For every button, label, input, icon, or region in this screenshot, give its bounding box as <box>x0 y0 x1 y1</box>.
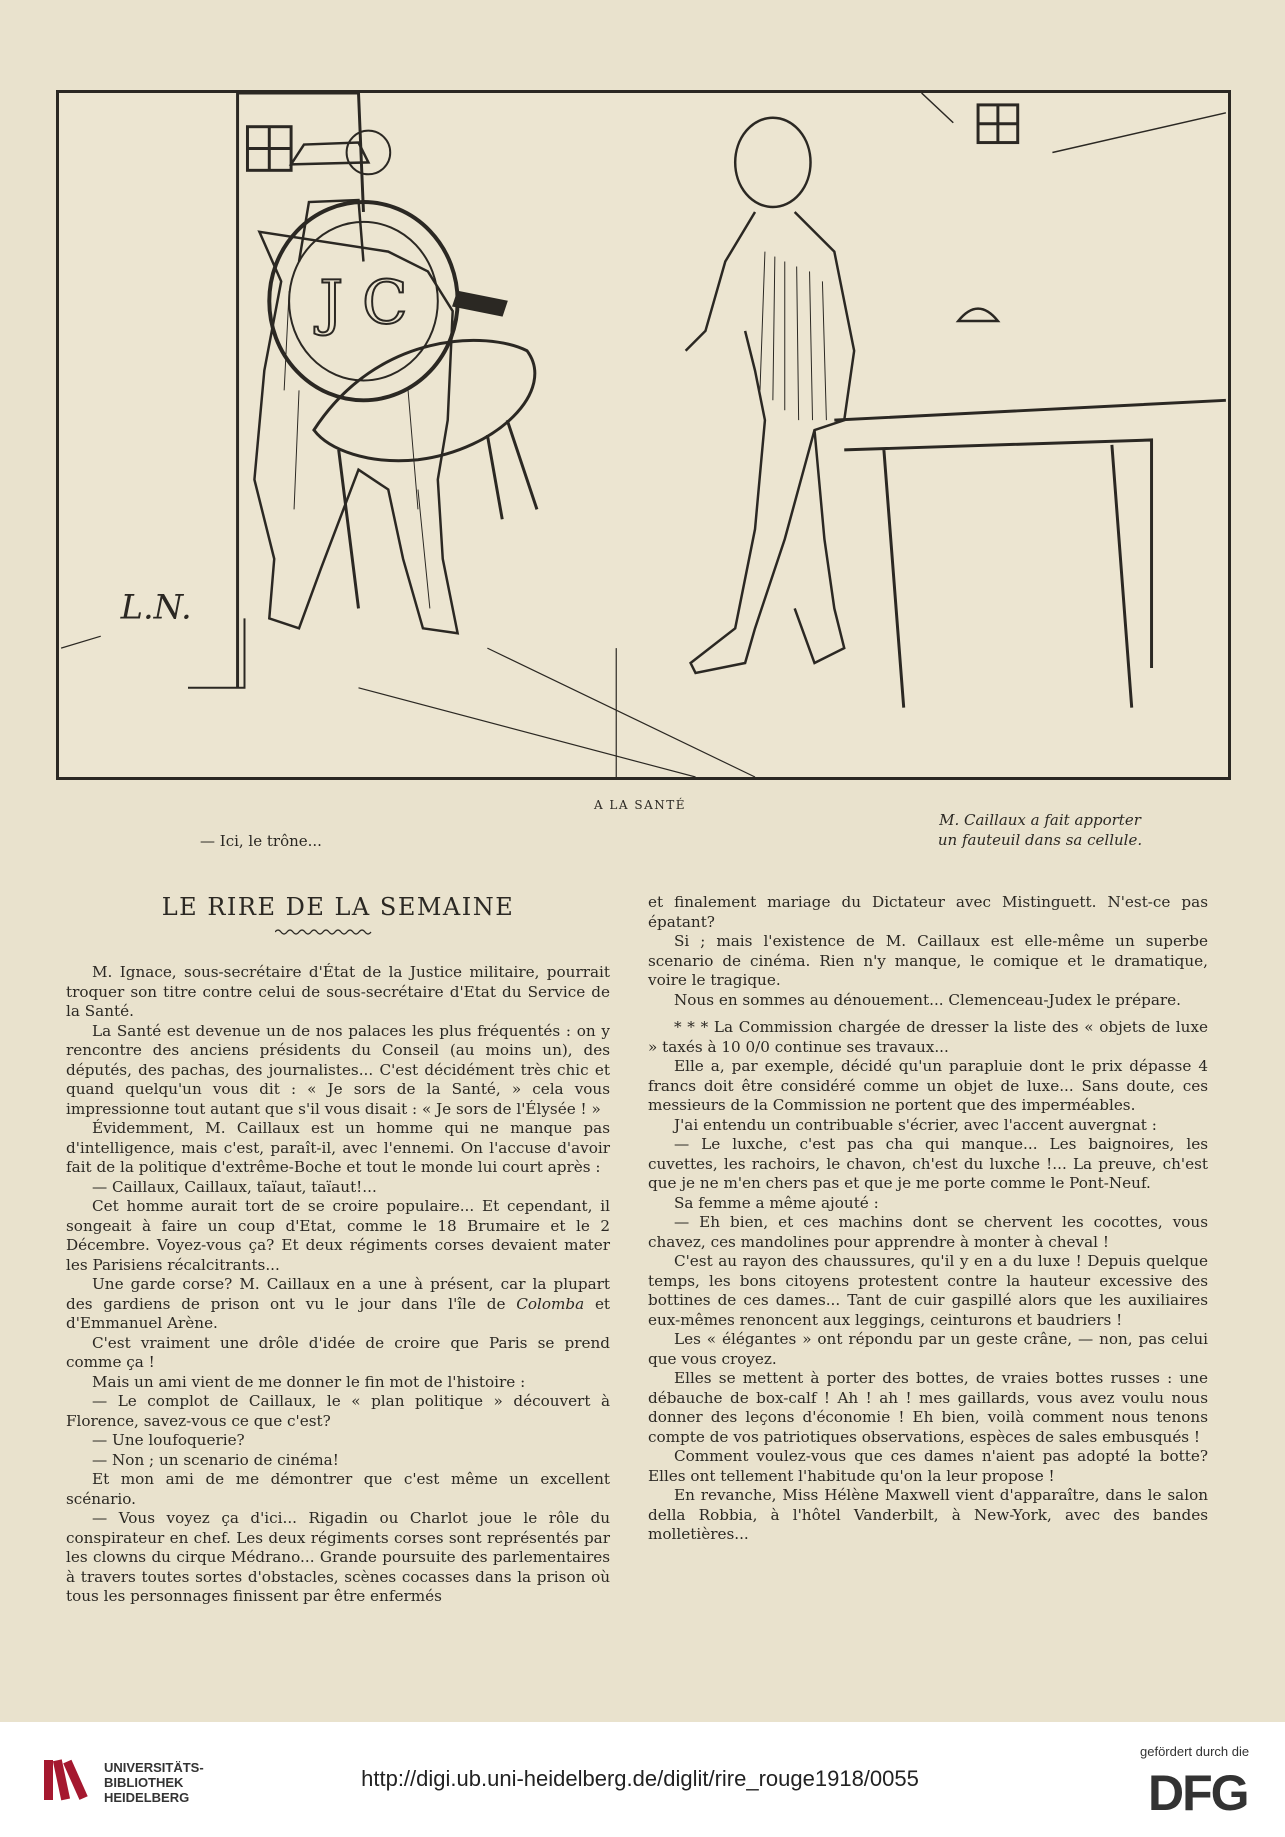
paragraph: — Vous voyez ça d'ici... Rigadin ou Charlot joue le rôle du conspirateur en chef. Les deux régiments corses sont représentés par les clowns du cirque Médrano... Grande poursuite des parlementaires à travers toutes sortes d'obstacles, scènes cocasses dans la prison où tous les personnages finissent par être enfermés <box>66 1509 610 1605</box>
article-column-right <box>648 893 1208 1545</box>
paragraph: — Caillaux, Caillaux, taïaut, taïaut!... <box>92 1177 377 1196</box>
library-name-line-3: HEIDELBERG <box>104 1790 190 1805</box>
digitization-footer <box>0 1722 1285 1837</box>
library-name-line-2: BIBLIOTHEK <box>104 1775 184 1790</box>
caption-right-line-1: M. Caillaux a fait apporter <box>939 811 1141 829</box>
paragraph: J'ai entendu un contribuable s'écrier, avec l'accent auvergnat : <box>674 1115 1157 1134</box>
paragraph: Elles se mettent à porter des bottes, de vraies bottes russes : une débauche de box-calf ! Ah ! ah ! mes gaillards, vous avez voulu nous donner des leçons d'économie ! Eh bien, voilà comment nous tenons compte de vos patriotiques observations, espèces de sales embusqués ! <box>648 1369 1208 1446</box>
article-title: LE RIRE DE LA SEMAINE <box>161 893 515 921</box>
cartoon-caption-center: A LA SANTÉ <box>593 798 687 812</box>
paragraph: En revanche, Miss Hélène Maxwell vient d'apparaître, dans le salon della Robbia, à l'hôtel Vanderbilt, à New-York, avec des bandes molletières... <box>648 1486 1208 1543</box>
caption-right-line-2: un fauteuil dans sa cellule. <box>937 831 1143 849</box>
paragraph <box>66 1275 610 1334</box>
paragraph: Nous en sommes au dénouement... Clemenceau-Judex le prépare. <box>674 990 1182 1009</box>
digital-copy-link[interactable]: http://digi.ub.uni-heidelberg.de/diglit/rire_rouge1918/0055 <box>361 1766 919 1791</box>
funded-by-label: gefördert durch die <box>1140 1744 1250 1759</box>
article-column-left <box>66 963 610 1607</box>
paragraph: Sa femme a même ajouté : <box>674 1193 879 1212</box>
paragraph: Mais un ami vient de me donner le fin mot de l'histoire : <box>92 1372 526 1391</box>
dfg-logo-text: DFG <box>1148 1766 1248 1816</box>
title-ornament <box>275 928 375 936</box>
cartoon-caption-left: — Ici, le trône... <box>200 832 322 850</box>
paragraph: Elle a, par exemple, décidé qu'un parapluie dont le prix dépasse 4 francs doit être considéré comme un objet de luxe... Sans doute, ces messieurs de la Commission ne portent que des imperméables. <box>648 1057 1208 1114</box>
paragraph: — Eh bien, et ces machins dont se chervent les cocottes, vous chavez, ces mandolines pour apprendre à monter à cheval ! <box>648 1213 1208 1251</box>
paragraph: La Santé est devenue un de nos palaces les plus fréquentés : on y rencontre des anciens présidents du Conseil (au moins un), des députés, des pachas, des journalistes... C'est décidément très chic et quand quelqu'un vous dit : « Je sors de la Santé, » cela vous impressionne tout autant que s'il vous disait : « Je sors de l'Élysée ! » <box>66 1021 610 1118</box>
italic-title-colomba: Colomba <box>516 1294 585 1313</box>
paragraph: C'est au rayon des chaussures, qu'il y en a du luxe ! Depuis quelque temps, les bons citoyens protestent contre la hauteur excessive des bottines de ces dames... Tant de cuir gaspillé alors que les auxiliaires eux-mêmes renoncent aux leggings, ceinturons et baudriers ! <box>648 1252 1208 1329</box>
university-library-logo-icon <box>40 1752 96 1808</box>
paragraph-text: Une garde corse? M. Caillaux en a une à présent, car la plupart des gardiens de prison ont vu le jour dans l'île de <box>66 1275 610 1313</box>
paragraph: — Le luxche, c'est pas cha qui manque... Les baignoires, les cuvettes, les rachoirs, le chavon, ch'est du luxche !... La preuve, ch'est que je ne m'en chers pas et que je me porte comme le Pont-Neuf. <box>648 1135 1208 1192</box>
paragraph: Les « élégantes » ont répondu par un geste crâne, — non, pas celui que vous croyez. <box>648 1330 1208 1368</box>
paragraph: — Une loufoquerie? <box>92 1431 245 1449</box>
university-library-name <box>104 1760 204 1805</box>
cartoon-caption-right <box>890 810 1190 850</box>
cartoon-drawing <box>59 93 1228 777</box>
cartoon-illustration <box>56 90 1231 780</box>
paragraph: — Non ; un scenario de cinéma! <box>92 1450 339 1469</box>
artist-signature: L.N. <box>120 587 192 627</box>
paragraph: C'est vraiment une drôle d'idée de croire que Paris se prend comme ça ! <box>66 1333 610 1371</box>
paragraph: * * * La Commission chargée de dresser la liste des « objets de luxe » taxés à 10 0/0 continue ses travaux... <box>648 1018 1208 1056</box>
paragraph-text-tail: et d'Emmanuel Arène. <box>66 1294 611 1332</box>
paragraph: Et mon ami de me démontrer que c'est même un excellent scénario. <box>66 1470 610 1508</box>
dfg-logo <box>1148 1766 1260 1816</box>
paragraph: M. Ignace, sous-secrétaire d'État de la Justice militaire, pourrait troquer son titre contre celui de sous-secrétaire d'Etat du Service de la Santé. <box>66 963 610 1020</box>
chair-monogram: J C <box>319 268 408 338</box>
paragraph: et finalement mariage du Dictateur avec Mistinguett. N'est-ce pas épatant? <box>648 893 1208 931</box>
library-name-line-1: UNIVERSITÄTS- <box>104 1760 204 1775</box>
paragraph: — Le complot de Caillaux, le « plan politique » découvert à Florence, savez-vous ce que c'est? <box>66 1392 610 1430</box>
paragraph: Si ; mais l'existence de M. Caillaux est elle-même un superbe scenario de cinéma. Rien n'y manque, le comique et le dramatique, voire le tragique. <box>648 932 1208 989</box>
paragraph: Comment voulez-vous que ces dames n'aient pas adopté la botte? Elles ont tellement l'habitude qu'on la leur propose ! <box>648 1447 1208 1485</box>
paragraph: Évidemment, M. Caillaux est un homme qui ne manque pas d'intelligence, mais c'est, paraît-il, avec l'ennemi. On l'accuse d'avoir fait de la politique d'extrême-Boche et tout le monde lui court après : <box>66 1119 610 1176</box>
paragraph: Cet homme aurait tort de se croire populaire... Et cependant, il songeait à faire un coup d'Etat, comme le 18 Brumaire et le 2 Décembre. Voyez-vous ça? Et deux régiments corses devaient mater les Parisiens récalcitrants... <box>66 1197 610 1274</box>
